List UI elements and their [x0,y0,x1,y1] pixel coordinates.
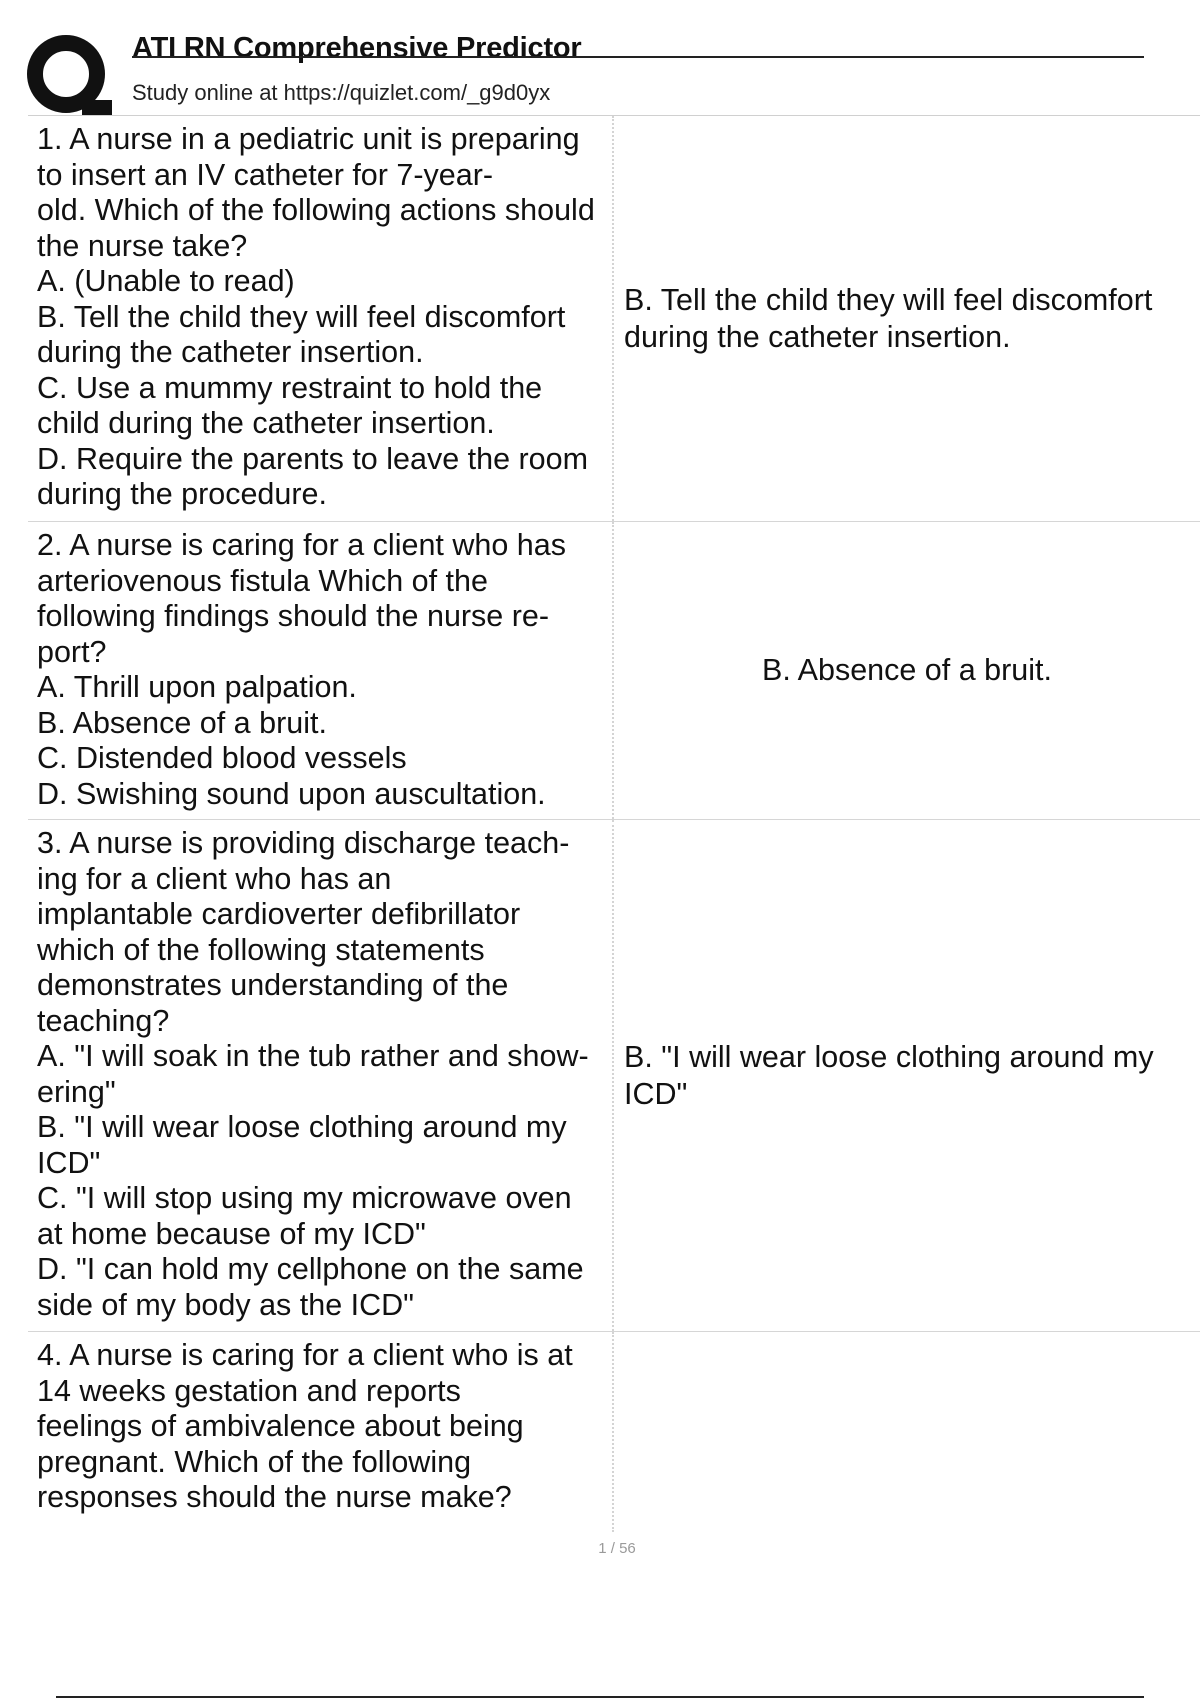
document-title: ATI RN Comprehensive Predictor [132,32,582,64]
quizlet-q-logo-icon [26,30,114,118]
study-online-link[interactable]: Study online at https://quizlet.com/_g9d0yx [132,80,551,105]
question-text: 2. A nurse is caring for a client who has arteriovenous fistula Which of the following findings should the nurse re- port? A. Thrill upon palpation. B. Absence of a bruit. C. Distended blood vessels D. Swishing sound upon auscultation. [28,522,614,819]
flashcard-row-1 [28,116,1200,522]
flashcard-row-4 [28,1332,1200,1532]
answer-cell [614,1332,1200,1532]
answer-cell [614,820,1200,1331]
flashcard-row-2 [28,522,1200,820]
question-text: 4. A nurse is caring for a client who is at 14 weeks gestation and reports feelings of ambivalence about being pregnant. Which of the following responses should the nurse make? [28,1332,614,1532]
title-underline [132,56,1144,58]
question-text: 3. A nurse is providing discharge teach- ing for a client who has an implantable cardioverter defibrillator which of the following statements demonstrates understanding of the teaching? A. "I will soak in the tub rather and show- ering" B. "I will wear loose clothing around my ICD" C. "I will stop using my microwave oven at home because of my ICD" D. "I can hold my cellphone on the same side of my body as the ICD" [28,820,614,1331]
answer-text: B. Absence of a bruit. [762,653,1052,687]
question-text: 1. A nurse in a pediatric unit is preparing to insert an IV catheter for 7-year- old. Which of the following actions should the nurse take? A. (Unable to read) B. Tell the child they will feel discomfort during the catheter insertion. C. Use a mummy restraint to hold the child during the catheter insertion. D. Require the parents to leave the room during the procedure. [28,116,614,521]
flashcard-row-3 [28,820,1200,1332]
flashcard-list [28,116,1200,1532]
footer-divider [56,1696,1144,1698]
answer-cell [614,116,1200,521]
page-number: 1 / 56 [598,1540,636,1557]
answer-cell [614,522,1200,819]
answer-text: B. Tell the child they will feel discomfort during the catheter insertion. [624,282,1153,354]
answer-text: B. "I will wear loose clothing around my ICD" [624,1039,1154,1111]
